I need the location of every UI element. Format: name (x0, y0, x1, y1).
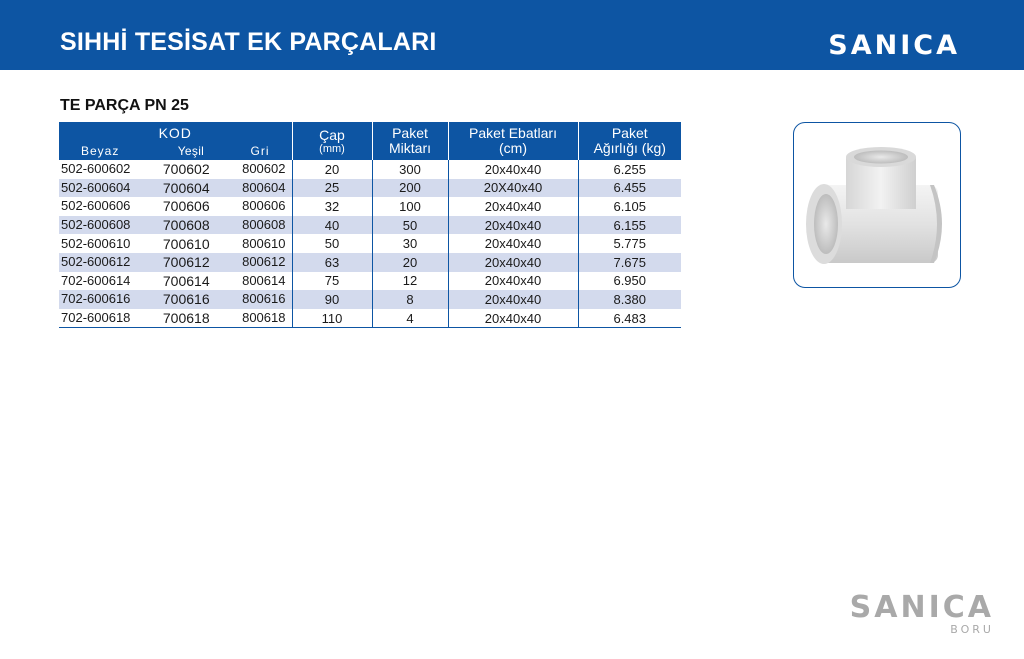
cell-gri: 800618 (242, 310, 286, 326)
cell-gri: 800612 (242, 254, 286, 270)
cell-yesil: 700610 (162, 235, 210, 252)
cell-kod (59, 160, 292, 179)
header-gri: Gri (250, 144, 270, 158)
footer-brand-sub: BORU (950, 623, 994, 636)
cell-kod (59, 216, 292, 235)
table-row (59, 160, 681, 179)
table-header-row (59, 122, 681, 160)
cell-kod (59, 290, 292, 309)
cell-paket-agirligi: 6.105 (578, 197, 681, 216)
header-paket-ebatlari-line2: (cm) (499, 140, 527, 156)
cell-beyaz: 702-600616 (61, 291, 131, 307)
cell-paket-miktari: 300 (372, 160, 448, 179)
header-beyaz: Beyaz (81, 144, 120, 158)
brand-logo: SANICA (828, 30, 960, 61)
cell-paket-agirligi: 6.455 (578, 179, 681, 198)
cell-yesil: 700606 (162, 198, 210, 215)
cell-paket-miktari: 8 (372, 290, 448, 309)
cell-beyaz: 502-600602 (61, 161, 131, 177)
cell-gri: 800606 (242, 198, 286, 214)
table-row (59, 272, 681, 291)
cell-yesil: 700616 (162, 291, 210, 308)
header-kod-label: KOD (158, 125, 192, 141)
cell-paket-ebatlari: 20x40x40 (448, 309, 578, 328)
cell-paket-ebatlari: 20X40x40 (448, 179, 578, 198)
product-table (59, 122, 681, 327)
product-table-wrapper (59, 122, 681, 328)
cell-cap: 20 (292, 160, 372, 179)
cell-gri: 800602 (242, 161, 286, 177)
header-paket-agirligi-line2: Ağırlığı (kg) (593, 140, 666, 156)
cell-kod (59, 309, 292, 328)
cell-paket-agirligi: 6.950 (578, 272, 681, 291)
cell-gri: 800614 (242, 272, 286, 288)
table-row (59, 216, 681, 235)
cell-yesil: 700602 (162, 161, 210, 178)
cell-paket-miktari: 12 (372, 272, 448, 291)
table-row (59, 234, 681, 253)
section-title: TE PARÇA PN 25 (60, 97, 189, 114)
header-paket-ebatlari (448, 122, 578, 160)
cell-beyaz: 502-600608 (61, 217, 131, 233)
cell-yesil: 700614 (162, 272, 210, 289)
cell-paket-ebatlari: 20x40x40 (448, 160, 578, 179)
header-yesil: Yeşil (177, 144, 205, 158)
cell-paket-ebatlari: 20x40x40 (448, 290, 578, 309)
cell-paket-miktari: 200 (372, 179, 448, 198)
product-photo-frame (793, 122, 961, 288)
cell-gri: 800616 (242, 291, 286, 307)
table-row (59, 290, 681, 309)
cell-paket-agirligi: 6.155 (578, 216, 681, 235)
cell-paket-ebatlari: 20x40x40 (448, 234, 578, 253)
header-cap-label: Çap (319, 126, 345, 143)
cell-paket-miktari: 20 (372, 253, 448, 272)
cell-yesil: 700618 (162, 310, 210, 327)
cell-paket-ebatlari: 20x40x40 (448, 197, 578, 216)
cell-paket-ebatlari: 20x40x40 (448, 272, 578, 291)
header-paket-miktari-line2: Miktarı (389, 140, 431, 156)
cell-kod (59, 253, 292, 272)
cell-kod (59, 197, 292, 216)
cell-cap: 75 (292, 272, 372, 291)
cell-cap: 110 (292, 309, 372, 328)
cell-gri: 800608 (242, 217, 286, 233)
cell-paket-ebatlari: 20x40x40 (448, 216, 578, 235)
footer-brand-name: SANICA (849, 590, 994, 625)
cell-paket-agirligi: 6.255 (578, 160, 681, 179)
cell-kod (59, 234, 292, 253)
header-kod (59, 122, 292, 160)
footer-brand (850, 592, 994, 636)
table-row (59, 197, 681, 216)
cell-paket-agirligi: 5.775 (578, 234, 681, 253)
cell-cap: 25 (292, 179, 372, 198)
header-cap-unit: (mm) (319, 142, 345, 155)
cell-paket-miktari: 100 (372, 197, 448, 216)
cell-kod (59, 272, 292, 291)
table-row (59, 179, 681, 198)
cell-cap: 50 (292, 234, 372, 253)
cell-paket-miktari: 4 (372, 309, 448, 328)
cell-beyaz: 502-600604 (61, 179, 131, 195)
cell-cap: 90 (292, 290, 372, 309)
cell-cap: 63 (292, 253, 372, 272)
cell-paket-ebatlari: 20x40x40 (448, 253, 578, 272)
table-row (59, 253, 681, 272)
cell-gri: 800604 (242, 179, 286, 195)
cell-kod (59, 179, 292, 198)
cell-yesil: 700604 (162, 179, 210, 196)
header-paket-ebatlari-line1: Paket Ebatları (469, 125, 557, 141)
cell-beyaz: 502-600606 (61, 198, 131, 214)
cell-beyaz: 502-600612 (61, 254, 131, 270)
cell-beyaz: 502-600610 (61, 235, 131, 251)
table-body (59, 160, 681, 327)
cell-yesil: 700612 (162, 254, 210, 271)
header-bar (0, 0, 1024, 70)
cell-paket-agirligi: 8.380 (578, 290, 681, 309)
cell-cap: 32 (292, 197, 372, 216)
cell-paket-miktari: 30 (372, 234, 448, 253)
cell-gri: 800610 (242, 235, 286, 251)
table-row (59, 309, 681, 328)
cell-beyaz: 702-600614 (61, 272, 131, 288)
header-paket-agirligi (578, 122, 681, 160)
header-cap (292, 122, 372, 160)
page-title: SIHHİ TESİSAT EK PARÇALARI (60, 28, 437, 56)
header-paket-agirligi-line1: Paket (611, 125, 648, 141)
cell-yesil: 700608 (162, 217, 210, 234)
cell-beyaz: 702-600618 (61, 310, 131, 326)
header-paket-miktari-line1: Paket (392, 125, 428, 141)
cell-paket-agirligi: 7.675 (578, 253, 681, 272)
cell-paket-agirligi: 6.483 (578, 309, 681, 328)
header-paket-miktari (372, 122, 448, 160)
cell-cap: 40 (292, 216, 372, 235)
tee-fitting-photo (794, 123, 961, 288)
cell-paket-miktari: 50 (372, 216, 448, 235)
